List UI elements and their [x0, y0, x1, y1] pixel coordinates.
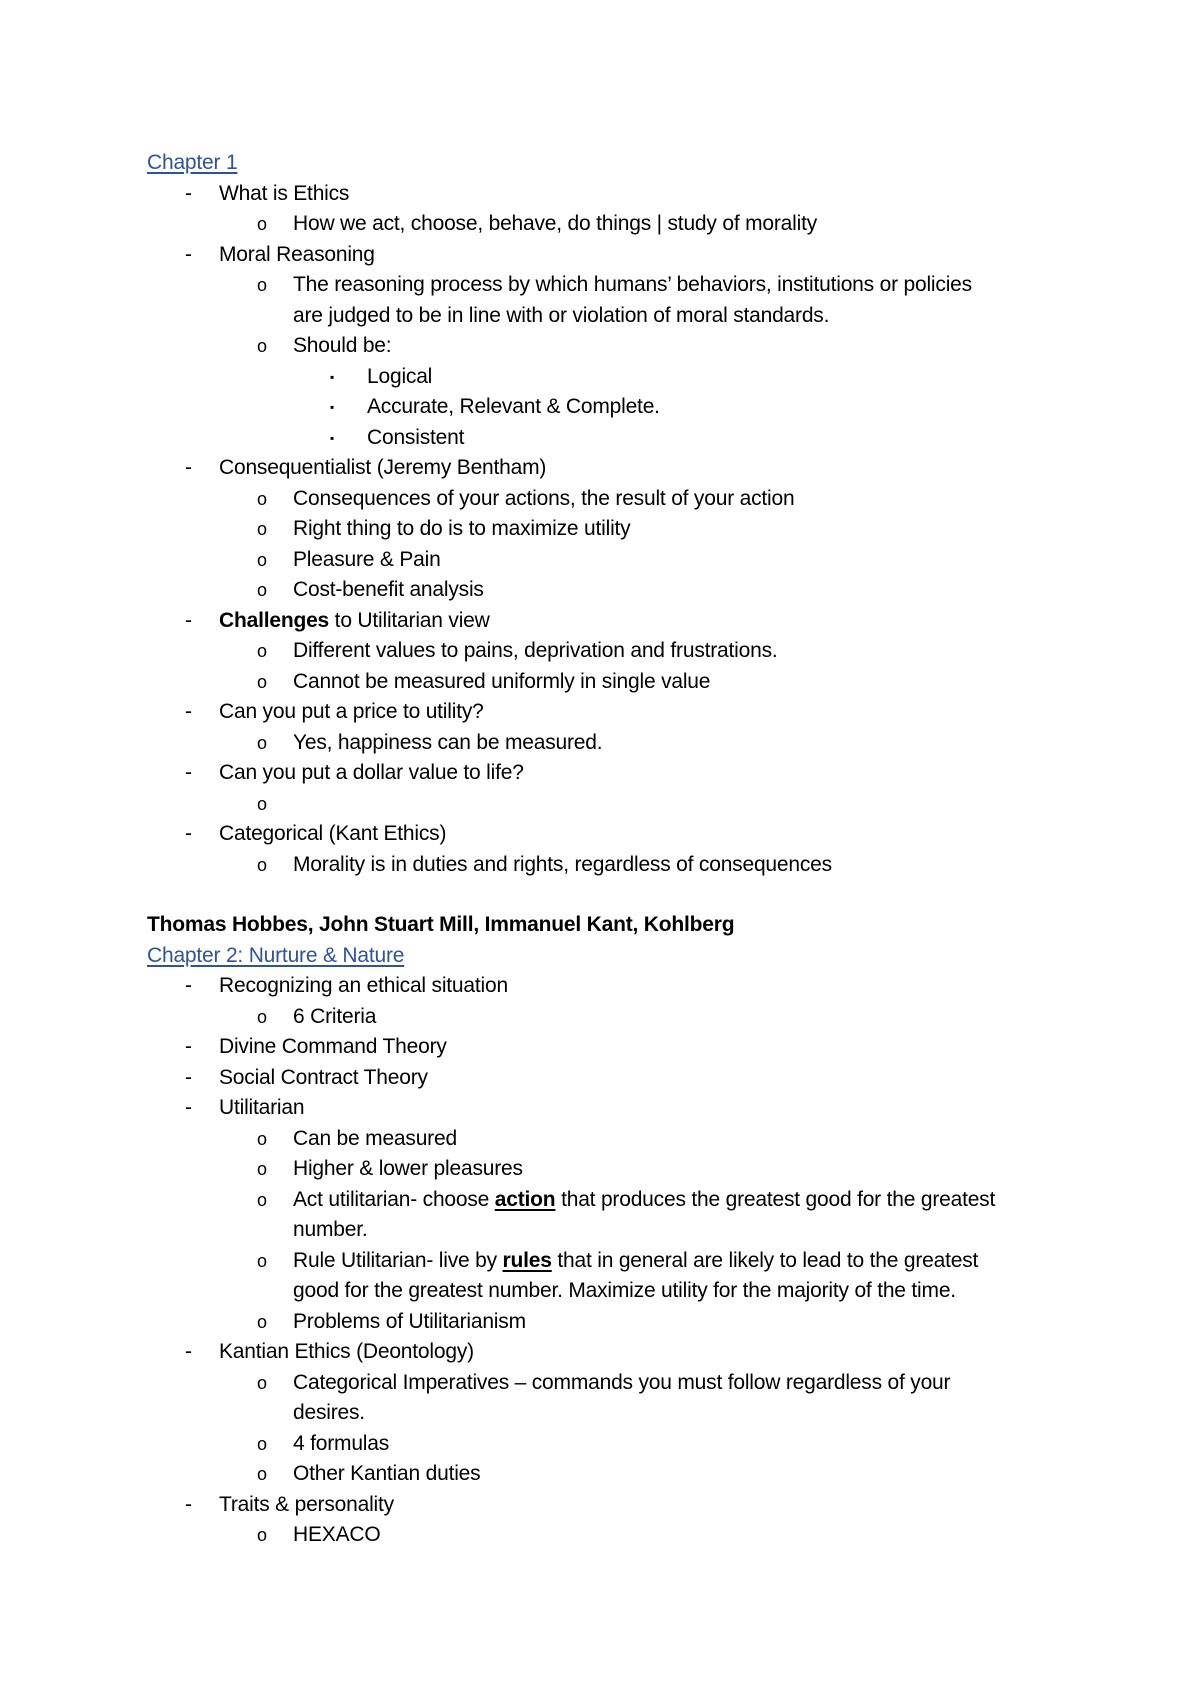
sub-item: o Pleasure & Pain	[147, 545, 1087, 576]
sub-item: o Morality is in duties and rights, regardless of consequences	[147, 850, 1087, 881]
bullet-item: ▪ Consistent	[147, 423, 1087, 454]
list-item: - Recognizing an ethical situation	[147, 971, 1087, 1002]
circle-marker: o	[257, 1159, 267, 1179]
square-marker: ▪	[330, 369, 335, 384]
chapter-2-heading: Chapter 2: Nurture & Nature	[147, 943, 405, 967]
circle-marker: o	[257, 1189, 267, 1210]
sub-item: o Act utilitarian- choose action that produces the greatest good for the greatest	[147, 1185, 1087, 1216]
circle-marker: o	[257, 1525, 267, 1545]
sub-item: o Cannot be measured uniformly in single value	[147, 667, 1087, 698]
sub-item: o Right thing to do is to maximize utility	[147, 514, 1087, 545]
sub-item: o Consequences of your actions, the result of your action	[147, 484, 1087, 515]
circle-marker: o	[257, 488, 267, 509]
sub-item: o Higher & lower pleasures	[147, 1154, 1087, 1185]
dash-marker: -	[185, 974, 192, 997]
list-item: - Categorical (Kant Ethics)	[147, 819, 1087, 850]
philosophers-line: Thomas Hobbes, John Stuart Mill, Immanuel Kant, Kohlberg	[147, 913, 735, 936]
list-item: - Kantian Ethics (Deontology)	[147, 1337, 1087, 1368]
list-item: - Consequentialist (Jeremy Bentham)	[147, 453, 1087, 484]
circle-marker: o	[257, 549, 267, 570]
empty-sub-item	[147, 789, 1087, 820]
bullet-item: ▪ Accurate, Relevant & Complete.	[147, 392, 1087, 423]
dash-marker: -	[185, 1492, 192, 1516]
circle-marker: o	[257, 1128, 267, 1149]
dash-marker: -	[185, 761, 192, 784]
list-item: - Challenges to Utilitarian view	[147, 606, 1087, 637]
sub-item-continuation: good for the greatest number. Maximize utility for the majority of the time.	[293, 1279, 956, 1302]
square-marker: ▪	[330, 400, 335, 414]
dash-marker: -	[185, 1340, 192, 1363]
sub-item: o Yes, happiness can be measured.	[147, 728, 1087, 759]
sub-item: o Rule Utilitarian- live by rules that in general are likely to lead to the greatest	[147, 1246, 1087, 1277]
dash-marker: -	[185, 700, 192, 723]
sub-item-continuation: desires.	[293, 1401, 365, 1424]
circle-marker: o	[257, 1311, 267, 1332]
sub-item-continuation: are judged to be in line with or violation of moral standards.	[293, 303, 830, 327]
circle-marker: o	[257, 336, 267, 356]
dash-marker: -	[185, 822, 192, 845]
list-item: - Can you put a dollar value to life?	[147, 758, 1087, 789]
sub-item: o Different values to pains, deprivation and frustrations.	[147, 636, 1087, 667]
list-item: - Utilitarian	[147, 1093, 1087, 1124]
sub-item: o HEXACO	[147, 1520, 1087, 1551]
circle-marker: o	[257, 1006, 267, 1027]
dash-marker: -	[185, 1035, 192, 1058]
circle-marker: o	[257, 671, 267, 692]
chapter-1-heading: Chapter 1	[147, 151, 238, 174]
sub-item-continuation: number.	[293, 1218, 368, 1241]
sub-item: o Cost-benefit analysis	[147, 575, 1087, 606]
circle-marker: o	[257, 854, 267, 875]
sub-item: o Other Kantian duties	[147, 1459, 1087, 1490]
circle-marker: o	[257, 732, 267, 753]
sub-item: o Should be:	[147, 331, 1087, 362]
spacer	[147, 880, 1087, 910]
bullet-item: ▪ Logical	[147, 362, 1087, 393]
circle-marker: o	[257, 1433, 267, 1454]
sub-item: o Can be measured	[147, 1124, 1087, 1155]
sub-item: o Problems of Utilitarianism	[147, 1307, 1087, 1338]
dash-marker: -	[185, 1096, 192, 1119]
square-marker: ▪	[330, 430, 335, 445]
sub-item: o 4 formulas	[147, 1429, 1087, 1460]
circle-marker: o	[257, 1464, 267, 1484]
dash-marker: -	[185, 242, 192, 266]
notes-content	[147, 148, 1087, 1551]
list-item: - Moral Reasoning	[147, 240, 1087, 271]
sub-item: o 6 Criteria	[147, 1002, 1087, 1033]
list-item: - Social Contract Theory	[147, 1063, 1087, 1094]
sub-item: o The reasoning process by which humans’ behaviors, institutions or policies	[147, 270, 1087, 301]
list-item: - Traits & personality	[147, 1490, 1087, 1521]
list-item: - Divine Command Theory	[147, 1032, 1087, 1063]
sub-item: o Categorical Imperatives – commands you must follow regardless of your	[147, 1368, 1087, 1399]
dash-marker: -	[185, 456, 192, 479]
circle-marker: o	[257, 1250, 267, 1271]
circle-marker: o	[257, 214, 267, 234]
sub-item: o How we act, choose, behave, do things | study of morality	[147, 209, 1087, 240]
dash-marker: -	[185, 1065, 192, 1089]
circle-marker: o	[257, 1372, 267, 1393]
circle-marker: o	[257, 580, 267, 600]
circle-marker: o	[257, 519, 267, 539]
circle-marker: o	[257, 275, 267, 295]
list-item: - Can you put a price to utility?	[147, 697, 1087, 728]
circle-marker: o	[257, 641, 267, 661]
dash-marker: -	[185, 608, 192, 632]
list-item: - What is Ethics	[147, 179, 1087, 210]
circle-marker: o	[257, 793, 267, 814]
dash-marker: -	[185, 181, 192, 205]
